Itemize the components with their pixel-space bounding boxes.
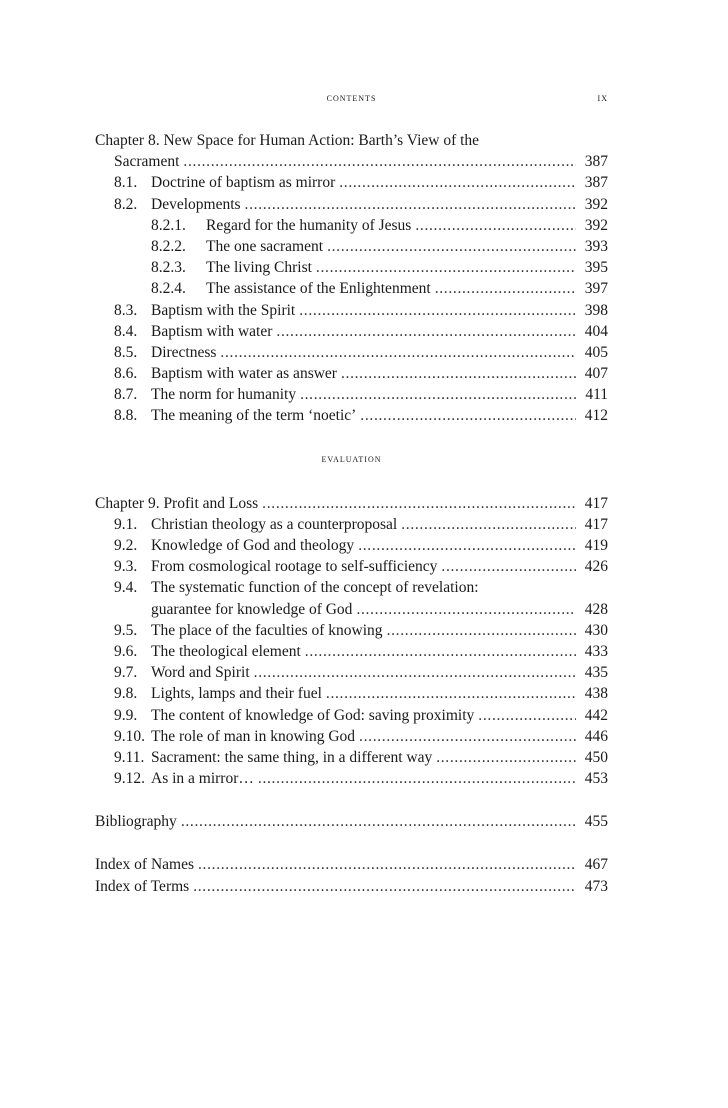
chapter-8-title-cont: Sacrament . . . 387 [95, 151, 608, 172]
toc-entry: 8.1. Doctrine of baptism as mirror . . . 387 [95, 172, 608, 193]
toc-entry: 8.2. Developments . . . 392 [95, 194, 608, 215]
toc-entry: 9.1. Christian theology as a counterproposal . . . 417 [95, 514, 608, 535]
toc-subentry: 8.2.2. The one sacrament . . . 393 [95, 236, 608, 257]
chapter-9-title: Chapter 9. Profit and Loss . . . 417 [95, 493, 608, 514]
toc-entry: 9.12. As in a mirror… . . . 453 [95, 768, 608, 789]
index-of-terms-entry: Index of Terms . . . 473 [95, 876, 608, 897]
toc-entry: 9.7. Word and Spirit . . . 435 [95, 662, 608, 683]
toc-entry: 8.7. The norm for humanity . . . 411 [95, 384, 608, 405]
index-of-names-entry: Index of Names . . . 467 [95, 854, 608, 875]
toc-entry: 9.2. Knowledge of God and theology . . . 419 [95, 535, 608, 556]
toc-entry-cont: guarantee for knowledge of God . . . 428 [95, 599, 608, 620]
toc-subentry: 8.2.1. Regard for the humanity of Jesus . . . 392 [95, 215, 608, 236]
leader-dots [183, 151, 576, 172]
section-heading: evaluation [321, 452, 382, 465]
bibliography-entry: Bibliography . . . 455 [95, 811, 608, 832]
toc-entry: 8.6. Baptism with water as answer . . . 407 [95, 363, 608, 384]
toc-entry: 9.5. The place of the faculties of knowing . . . 430 [95, 620, 608, 641]
toc-entry: 9.10. The role of man in knowing God . . . 446 [95, 726, 608, 747]
toc-entry: 9.11. Sacrament: the same thing, in a different way . . . 450 [95, 747, 608, 768]
toc-entry: 9.9. The content of knowledge of God: saving proximity . . . 442 [95, 705, 608, 726]
toc-subentry: 8.2.4. The assistance of the Enlightenment . . . 397 [95, 278, 608, 299]
toc-entry: 9.8. Lights, lamps and their fuel . . . 438 [95, 683, 608, 704]
toc-entry: 9.4. The systematic function of the concept of revelation: [114, 579, 479, 597]
toc-entry: 8.3. Baptism with the Spirit . . . 398 [95, 300, 608, 321]
page-number: ix [597, 92, 608, 104]
chapter-8-title: Chapter 8. New Space for Human Action: Barth’s View of the [95, 132, 480, 149]
running-title: contents [326, 92, 377, 104]
toc-entry: 8.4. Baptism with water . . . 404 [95, 321, 608, 342]
toc-entry: 9.3. From cosmological rootage to self-sufficiency . . . 426 [95, 556, 608, 577]
toc-entry: 8.8. The meaning of the term ‘noetic’ . . . 412 [95, 405, 608, 426]
table-of-contents [95, 130, 608, 897]
toc-entry: 9.6. The theological element . . . 433 [95, 641, 608, 662]
toc-subentry: 8.2.3. The living Christ . . . 395 [95, 257, 608, 278]
toc-entry: 8.5. Directness . . . 405 [95, 342, 608, 363]
